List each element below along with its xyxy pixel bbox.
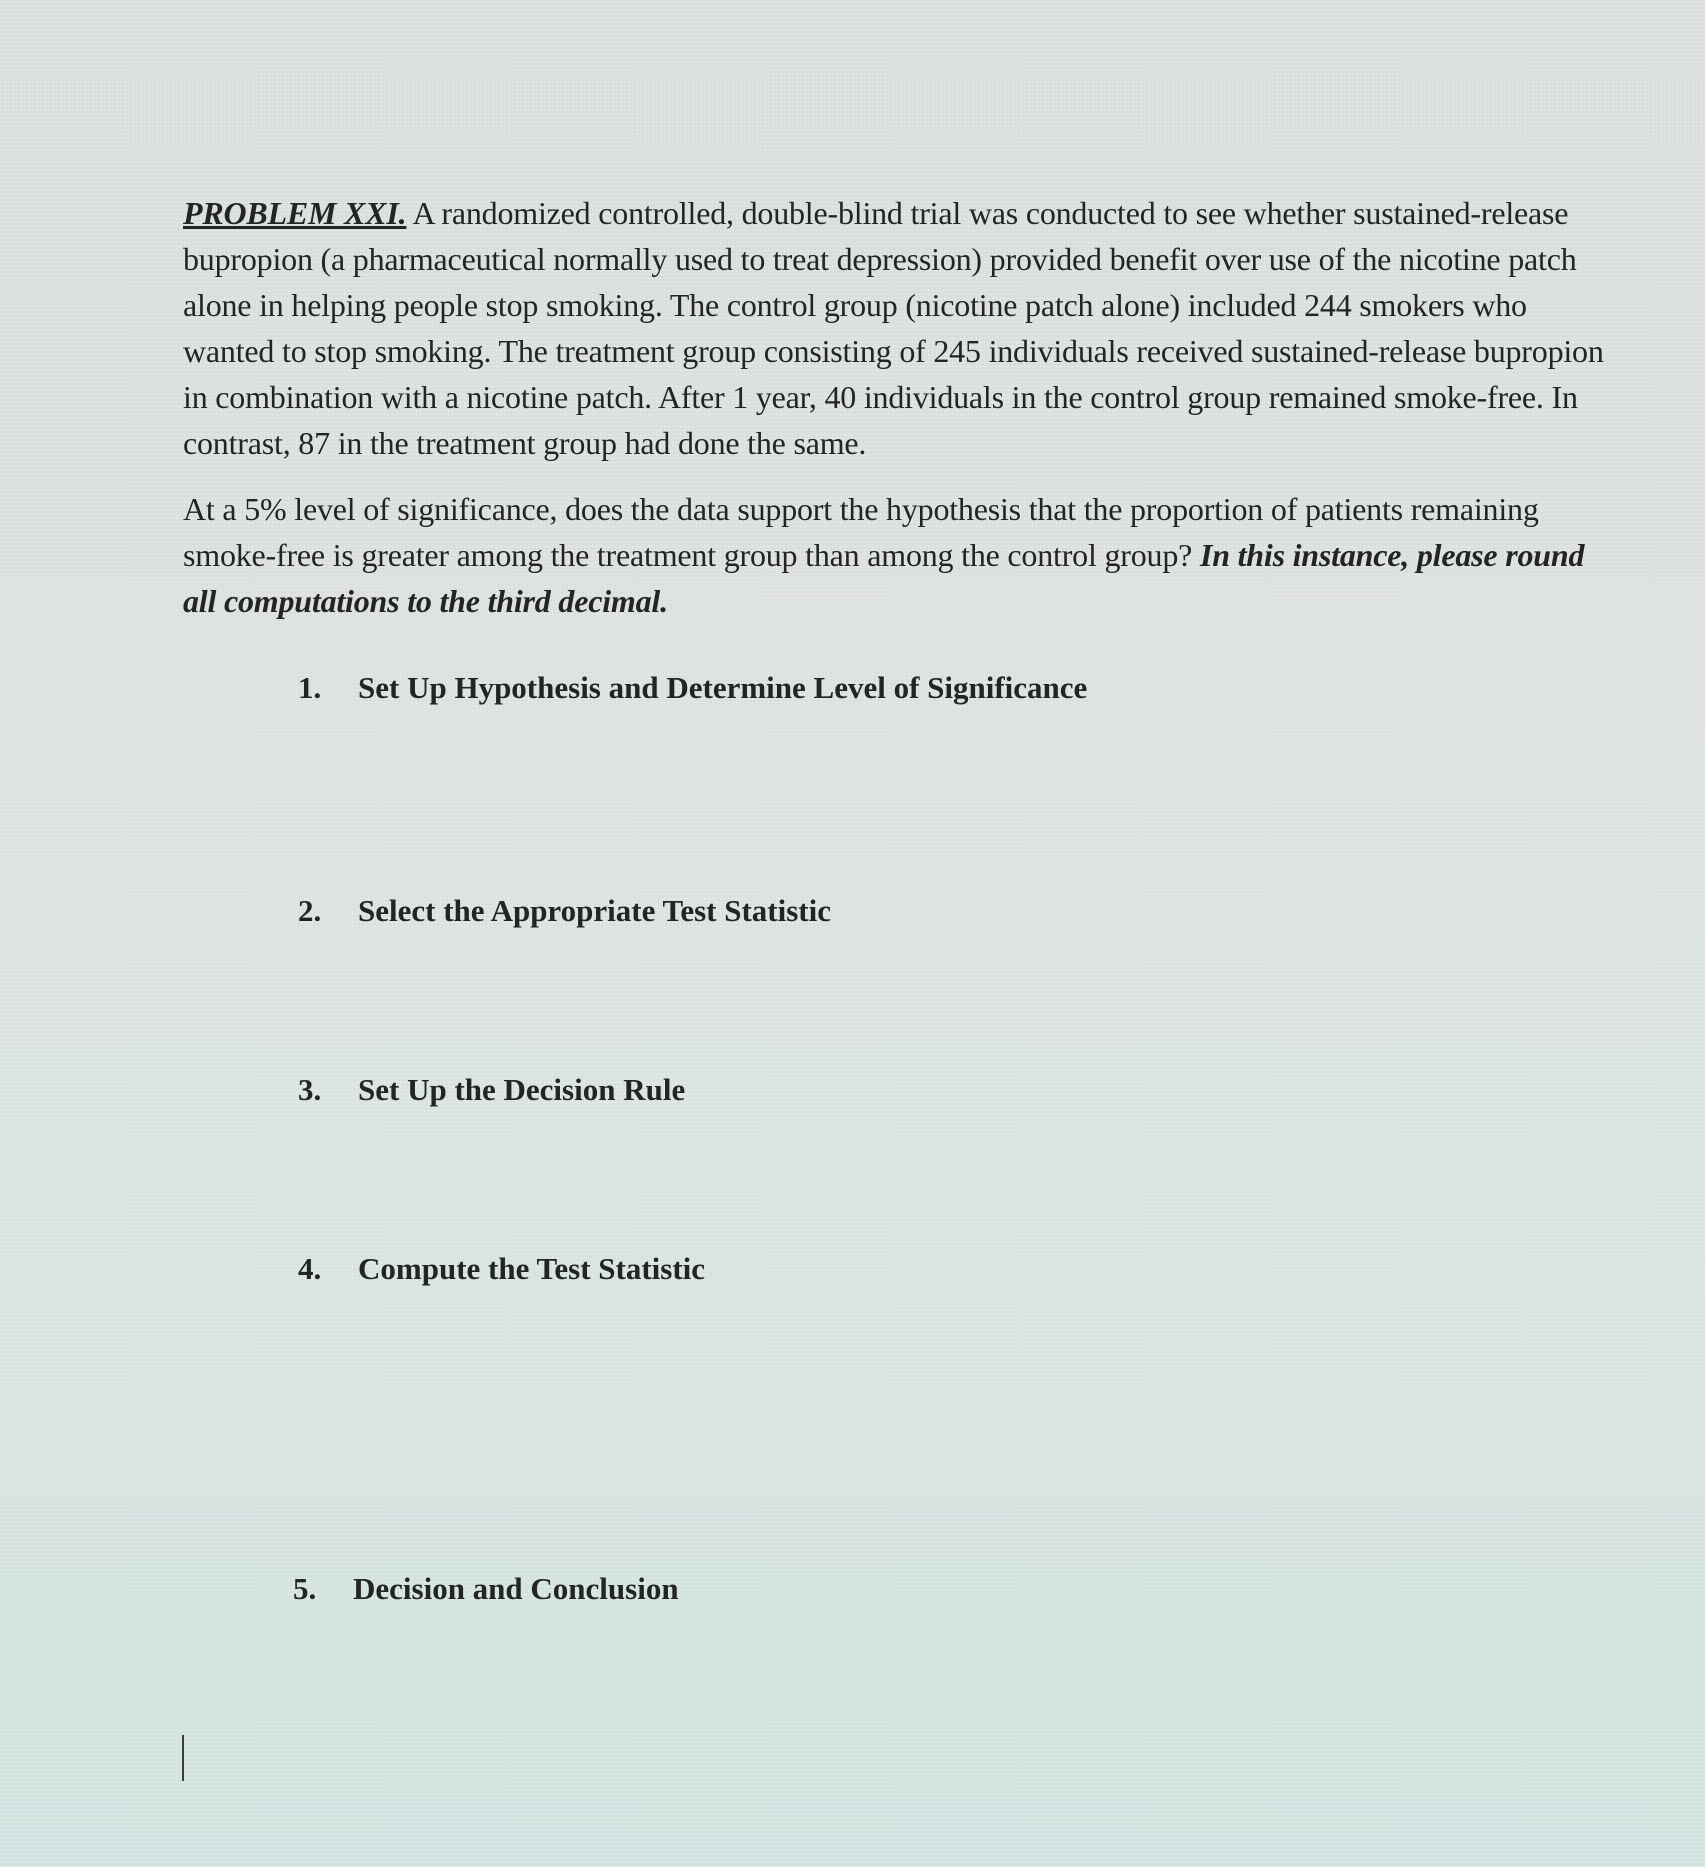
step-number: 1.	[298, 670, 322, 705]
question-text: At a 5% level of significance, does the data support the hypothesis that the proportion of patients remaining smoke-free is greater among the treatment group than among the control group?	[183, 491, 1539, 573]
step-number: 3.	[298, 1072, 322, 1107]
step-number: 4.	[298, 1251, 322, 1286]
step-decision-rule	[298, 1072, 685, 1108]
step-label: Set Up Hypothesis and Determine Level of Significance	[358, 670, 1088, 705]
step-label: Select the Appropriate Test Statistic	[358, 893, 832, 928]
step-label: Set Up the Decision Rule	[358, 1072, 686, 1107]
problem-question	[183, 486, 1623, 624]
step-label: Decision and Conclusion	[353, 1571, 679, 1606]
question-emphasis: In this instance, please round all computations to the third decimal.	[183, 537, 1585, 619]
problem-document	[183, 190, 1623, 624]
problem-text: A randomized controlled, double-blind trial was conducted to see whether sustained-release bupropion (a pharmaceutical normally used to treat depression) provided benefit over use of the nicotine patch alone in helping people stop smoking. The control group (nicotine patch alone) included 244 smokers who wanted to stop smoking. The treatment group consisting of 245 individuals received sustained-release bupropion in combination with a nicotine patch. After 1 year, 40 individuals in the control group remained smoke-free. In contrast, 87 in the treatment group had done the same.	[183, 195, 1604, 461]
problem-label: PROBLEM XXI.	[183, 195, 407, 231]
step-label: Compute the Test Statistic	[358, 1251, 706, 1286]
step-number: 5.	[293, 1571, 317, 1606]
step-decision-conclusion	[293, 1571, 679, 1607]
step-hypothesis	[298, 670, 1087, 706]
step-compute-statistic	[298, 1251, 705, 1287]
text-cursor	[182, 1735, 184, 1781]
step-number: 2.	[298, 893, 322, 928]
step-test-statistic	[298, 893, 831, 929]
problem-statement	[183, 190, 1623, 466]
